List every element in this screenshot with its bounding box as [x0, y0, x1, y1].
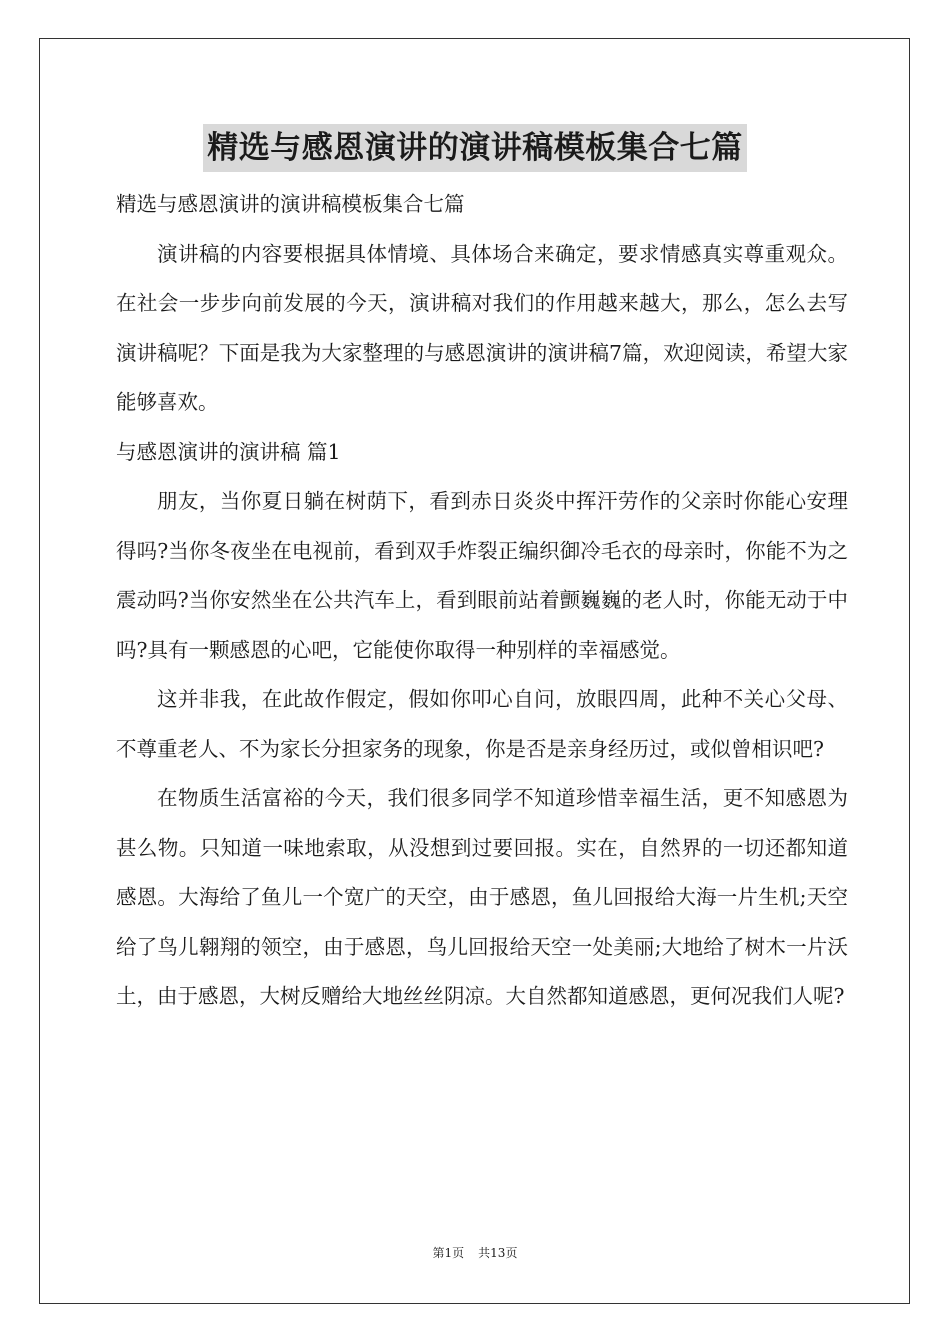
body-paragraph-1: 朋友，当你夏日躺在树荫下，看到赤日炎炎中挥汗劳作的父亲时你能心安理得吗?当你冬夜坐在电视前，看到双手炸裂正编织御冷毛衣的母亲时，你能不为之震动吗?当你安然坐在公共汽车上，看到眼前站着颤巍巍的老人时，你能无动于中吗?具有一颗感恩的心吧，它能使你取得一种别样的幸福感觉。 [116, 489, 848, 662]
document-subtitle: 精选与感恩演讲的演讲稿模板集合七篇 [116, 192, 465, 216]
body-paragraph-2: 这并非我，在此故作假定，假如你叩心自问，放眼四周，此种不关心父母、不尊重老人、不为家长分担家务的现象，你是否是亲身经历过，或似曾相识吧? [116, 687, 848, 761]
document-title: 精选与感恩演讲的演讲稿模板集合七篇 [203, 124, 747, 172]
document-body [116, 180, 848, 1022]
body-paragraph-3: 在物质生活富裕的今天，我们很多同学不知道珍惜幸福生活，更不知感恩为甚么物。只知道一味地索取，从没想到过要回报。实在，自然界的一切还都知道感恩。大海给了鱼儿一个宽广的天空，由于感恩，鱼儿回报给大海一片生机;天空给了鸟儿翱翔的领空，由于感恩，鸟儿回报给天空一处美丽;大地给了树木一片沃土，由于感恩，大树反赠给大地丝丝阴凉。大自然都知道感恩，更何况我们人呢? [116, 786, 848, 1008]
page-total: 共13页 [478, 1246, 518, 1260]
section-heading: 与感恩演讲的演讲稿 篇1 [116, 439, 341, 464]
page-number: 第1页 [432, 1246, 465, 1260]
page-footer [0, 1244, 950, 1262]
title-container [0, 124, 950, 172]
intro-paragraph: 演讲稿的内容要根据具体情境、具体场合来确定，要求情感真实尊重观众。在社会一步步向前发展的今天，演讲稿对我们的作用越来越大，那么，怎么去写演讲稿呢？下面是我为大家整理的与感恩演讲的演讲稿7篇，欢迎阅读，希望大家能够喜欢。 [116, 241, 848, 414]
